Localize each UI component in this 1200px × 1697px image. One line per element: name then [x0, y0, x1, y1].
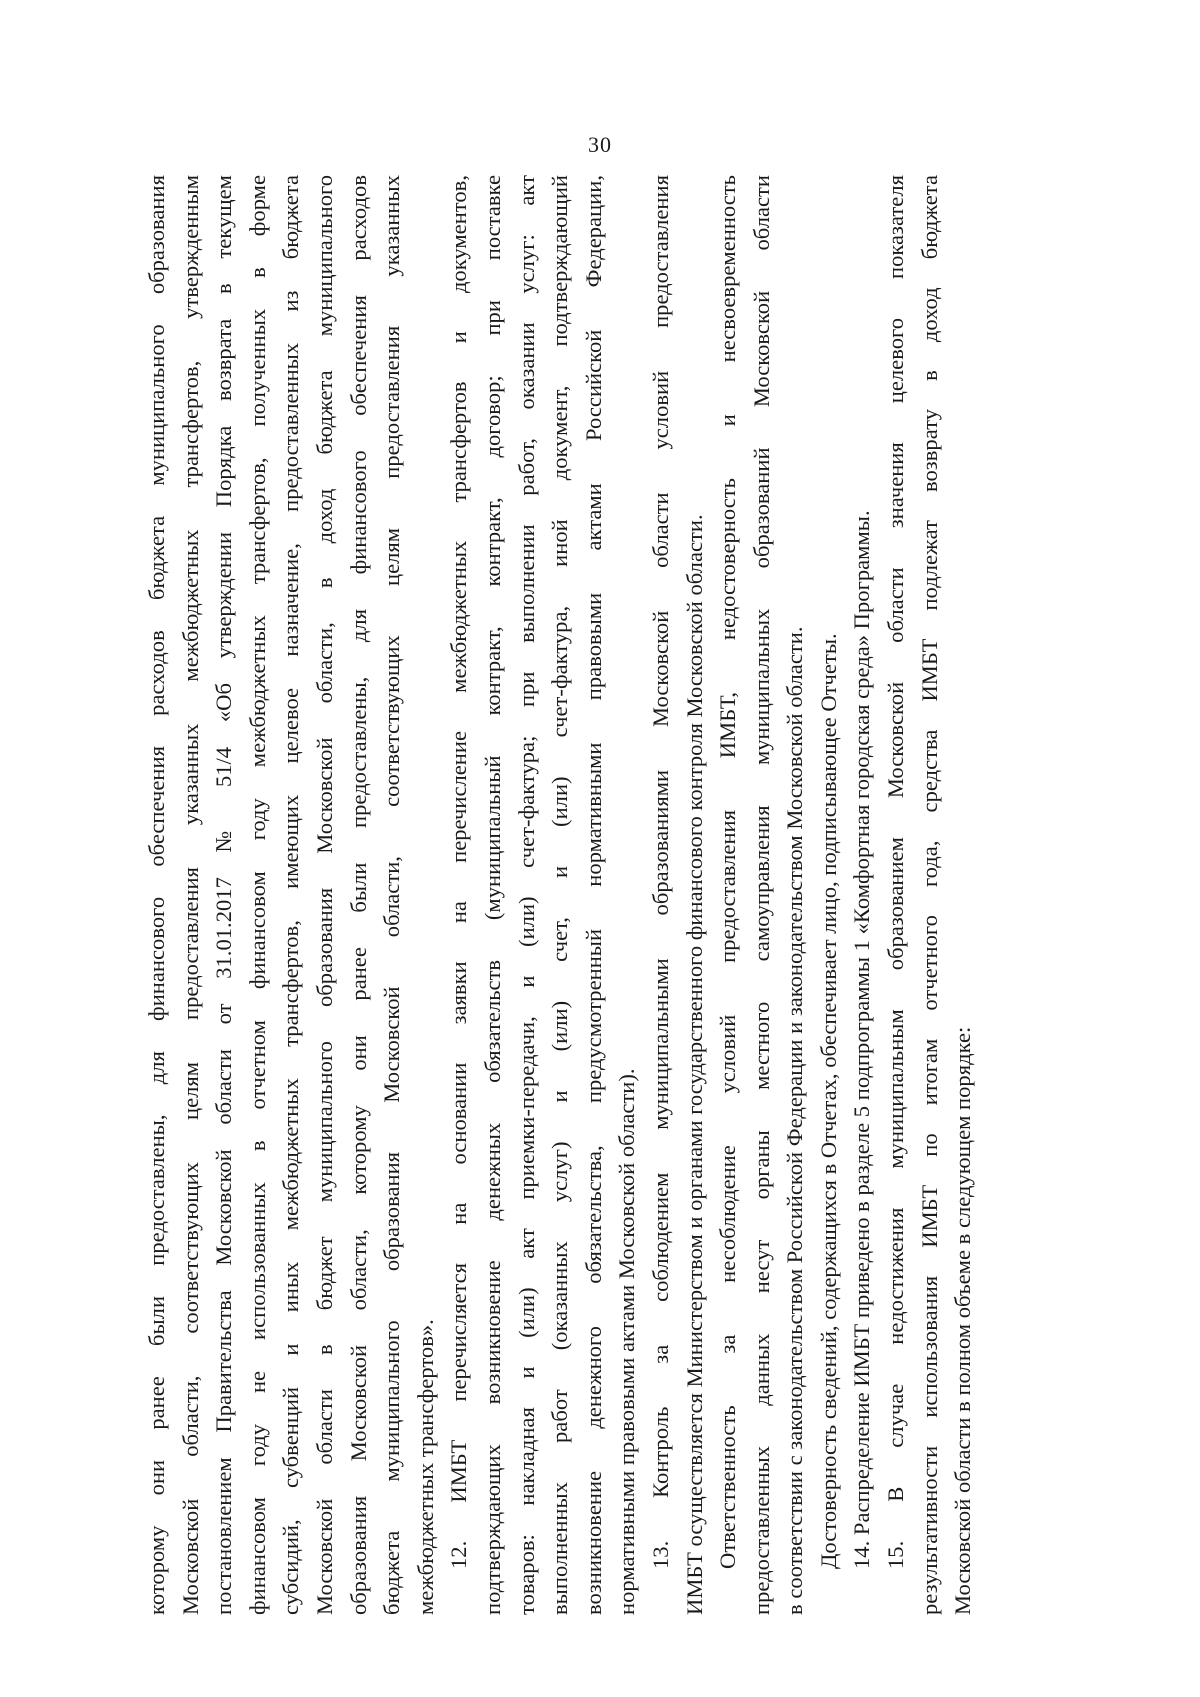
text-line: Достоверность сведений, содержащихся в Отчетах, обеспечивает лицо, подписывающее Отчеты.	[815, 633, 841, 1569]
text-line: финансовом году не использованных в отчетном финансовом году межбюджетных трансфертов, полученных в форме	[244, 175, 270, 1615]
text-line: Ответственность за несоблюдение условий предоставления ИМБТ, недостоверность и несвоевременность	[715, 175, 741, 1569]
text-line: 12. ИМБТ перечисляется на основании заявки на перечисление межбюджетных трансфертов и документов,	[446, 175, 472, 1569]
text-line: в соответствии с законодательством Российской Федерации и законодательством Московской области.	[782, 626, 808, 1615]
text-line: нормативными правовыми актами Московской области).	[614, 1068, 640, 1615]
text-line: выполненных работ (оказанных услуг) и (или) счет, и (или) счет-фактура, иной документ, подтверждающий	[547, 175, 573, 1615]
text-line: подтверждающих возникновение денежных обязательств (муниципальный контракт, контракт, договор; при поставке	[479, 175, 505, 1615]
text-line: ИМБТ осуществляется Министерством и органами государственного финансового контроля Московской области.	[681, 514, 707, 1615]
paragraph-responsibility	[711, 175, 812, 1615]
rotated-content	[140, 115, 1060, 1645]
text-line: субсидий, субвенций и иных межбюджетных трансфертов, имеющих целевое назначение, предоставленных из бюджета	[278, 175, 304, 1615]
paragraph-continuation	[140, 175, 442, 1615]
page-number: 30	[588, 132, 612, 157]
paragraph-reliability	[812, 175, 846, 1615]
text-line: которому они ранее были предоставлены, для финансового обеспечения расходов бюджета муниципального образования	[144, 175, 169, 1615]
paragraph-15	[879, 175, 980, 1615]
text-line: 14. Распределение ИМБТ приведено в разделе 5 подпрограммы 1 «Комфортная городская среда» Программы.	[849, 510, 875, 1569]
text-line: межбюджетных трансфертов».	[412, 1319, 438, 1615]
text-line: 15. В случае недостижения муниципальным образованием Московской области значения целевого показателя	[883, 175, 909, 1569]
text-line: Московской области в бюджет муниципального образования Московской области, в доход бюджета муниципального	[311, 175, 337, 1615]
text-line: возникновение денежного обязательства, предусмотренный нормативными правовыми актами Российской Федерации,	[580, 175, 606, 1615]
paragraph-14	[845, 175, 879, 1615]
document-body	[140, 175, 1060, 1615]
text-line: Московской области, соответствующих целям предоставления указанных межбюджетных трансфертов, утвержденным	[177, 175, 203, 1615]
text-line: результативности использования ИМБТ по итогам отчетного года, средства ИМБТ подлежат возврату в доход бюджета	[916, 175, 942, 1615]
paragraph-12	[442, 175, 644, 1615]
text-line: постановлением Правительства Московской области от 31.01.2017 № 51/4 «Об утверждении Порядка возврата в текущем	[211, 175, 237, 1615]
text-line: Московской области в полном объеме в следующем порядке:	[950, 1026, 976, 1615]
text-line: 13. Контроль за соблюдением муниципальными образованиями Московской области условий предоставления	[647, 175, 673, 1569]
text-line: предоставленных данных несут органы местного самоуправления муниципальных образований Московской области	[748, 175, 774, 1615]
text-line: товаров: накладная и (или) акт приемки-передачи, и (или) счет-фактура; при выполнении работ, оказании услуг: акт	[513, 175, 539, 1615]
text-line: бюджета муниципального образования Московской области, соответствующих целям предоставления указанных	[379, 175, 405, 1615]
text-line: образования Московской области, которому они ранее были предоставлены, для финансового обеспечения расходов	[345, 175, 371, 1615]
paragraph-13	[644, 175, 711, 1615]
